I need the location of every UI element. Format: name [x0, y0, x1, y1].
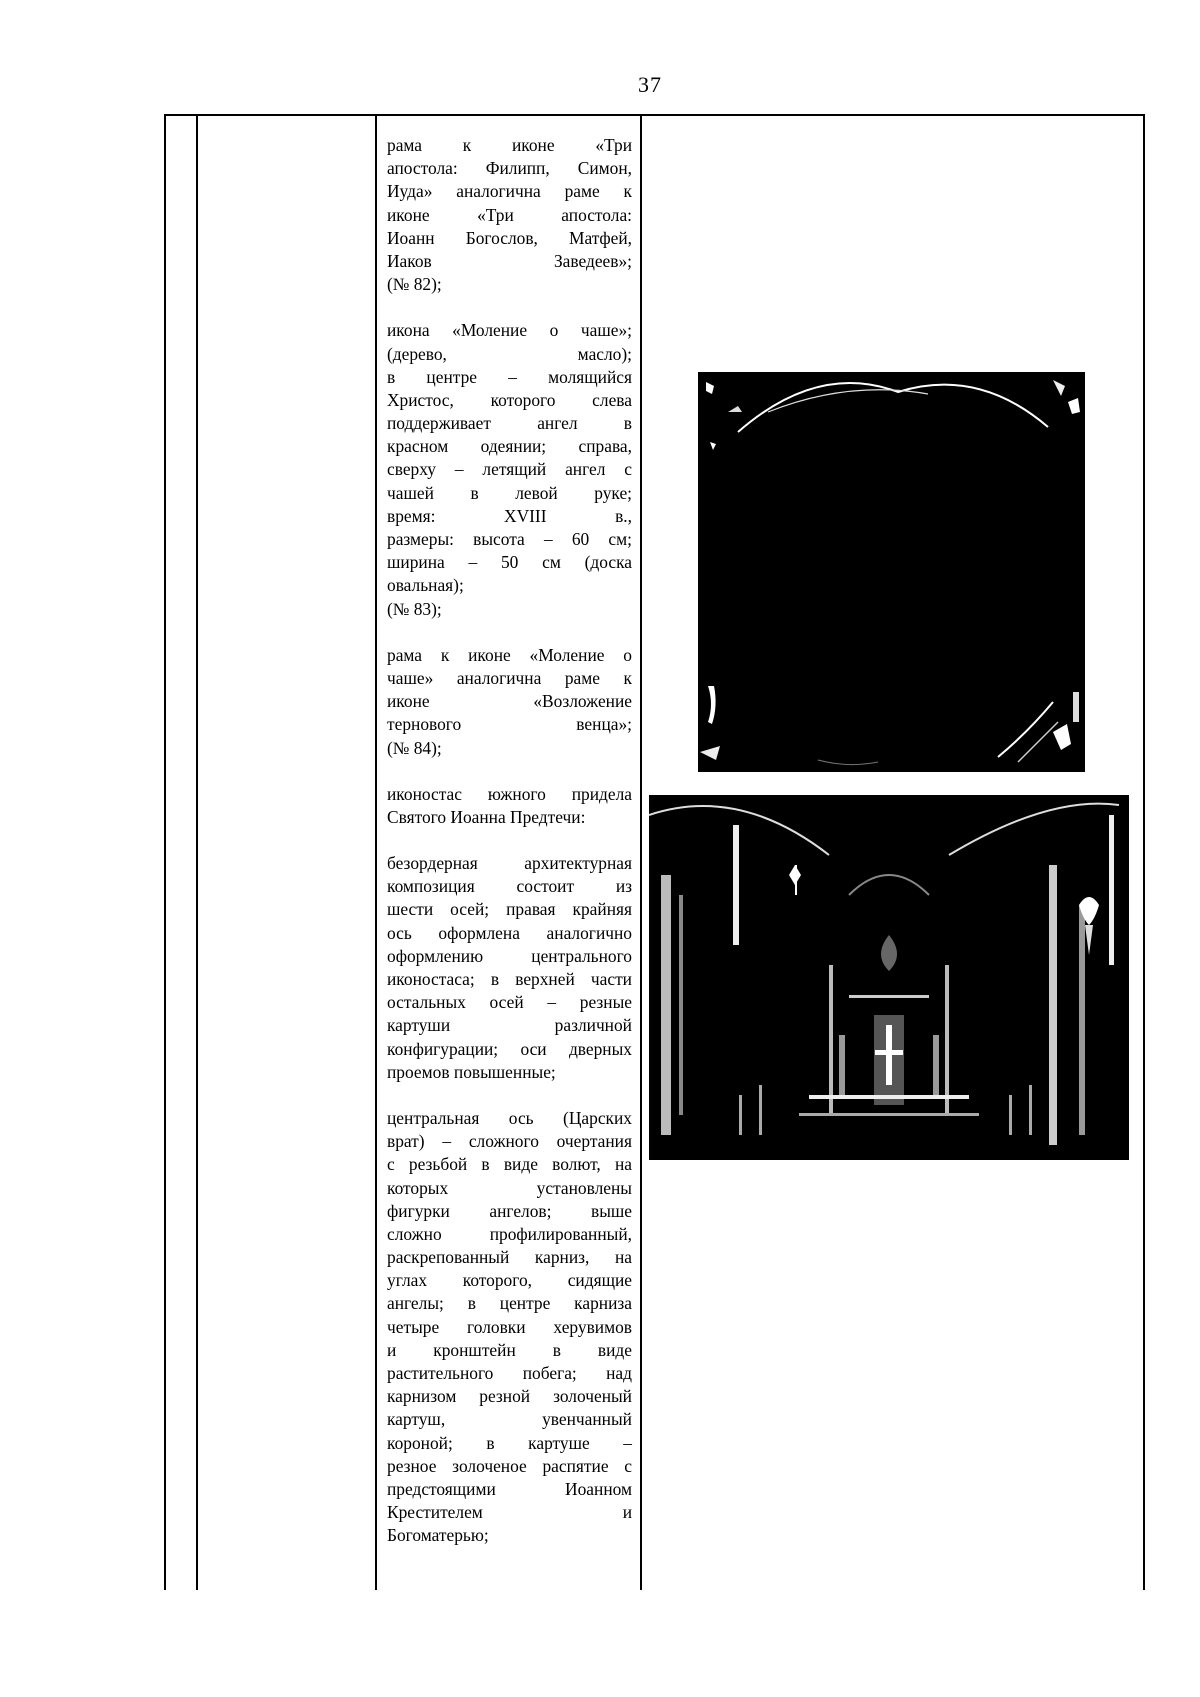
text-line: фигурки ангелов; выше [387, 1200, 632, 1221]
text-line: (дерево, масло); [387, 343, 632, 364]
text-line: резное золоченое распятие с [387, 1455, 632, 1476]
description-entry [387, 783, 632, 829]
text-line: (№ 83); [387, 598, 442, 619]
text-line: (№ 82); [387, 274, 442, 295]
text-line: врат) – сложного очертания [387, 1131, 632, 1152]
text-line: рама к иконе «Моление о [387, 644, 632, 665]
text-line: сложно профилированный, [387, 1223, 632, 1244]
description-entry [387, 644, 632, 760]
table-col-border-3 [375, 114, 377, 1590]
text-line: ширина – 50 см (доска [387, 552, 632, 573]
text-line: рама к иконе «Три [387, 135, 632, 155]
text-line: углах которого, сидящие [387, 1270, 632, 1291]
text-line: красном одеянии; справа, [387, 436, 632, 457]
page-number: 37 [638, 72, 662, 97]
text-line: раскрепованный карниз, на [387, 1247, 632, 1268]
description-entry [387, 1107, 632, 1548]
text-line: Богоматерью; [387, 1525, 489, 1546]
text-line: в центре – молящийся [387, 366, 632, 387]
text-line: иконе «Три апостола: [387, 204, 632, 225]
text-line: овальная); [387, 575, 464, 596]
text-line: остальных осей – резные [387, 992, 632, 1013]
table-col-border-5 [1143, 114, 1145, 1590]
description-entry [387, 319, 632, 620]
description-entry [387, 134, 632, 296]
text-line: апостола: Филипп, Симон, [387, 158, 632, 179]
text-line: безордерная архитектурная [387, 853, 632, 874]
text-line: с резьбой в виде волют, на [387, 1154, 632, 1175]
text-line: иконостас южного придела [387, 783, 632, 804]
table-top-border [164, 114, 1144, 116]
text-line: картуши различной [387, 1015, 632, 1036]
text-line: оформлению центрального [387, 945, 632, 966]
text-line: которых установлены [387, 1177, 632, 1198]
text-line: карнизом резной золоченый [387, 1386, 632, 1407]
text-line: Иуда» аналогична раме к [387, 181, 632, 202]
text-line: центральная ось (Царских [387, 1107, 632, 1128]
text-line: шести осей; правая крайняя [387, 899, 632, 920]
text-line: четыре головки херувимов [387, 1316, 632, 1337]
text-line: икона «Моление о чаше»; [387, 320, 632, 341]
text-line: Иоанн Богослов, Матфей, [387, 227, 632, 248]
text-line: Святого Иоанна Предтечи: [387, 806, 586, 827]
text-line: Христос, которого слева [387, 389, 632, 410]
text-line: иконе «Возложение [387, 691, 632, 712]
text-line: ось оформлена аналогично [387, 922, 632, 943]
text-line: предстоящими Иоанном [387, 1478, 632, 1499]
text-line: ангелы; в центре карниза [387, 1293, 632, 1314]
text-line: (№ 84); [387, 737, 442, 758]
text-line: сверху – летящий ангел с [387, 459, 632, 480]
text-line: растительного побега; над [387, 1363, 632, 1383]
text-line: Иаков Заведеев»; [387, 250, 632, 271]
text-line: время: XVIII в., [387, 505, 632, 526]
text-line: размеры: высота – 60 см; [387, 529, 632, 549]
text-line: чашей в левой руке; [387, 482, 632, 503]
text-line: иконостаса; в верхней части [387, 969, 632, 989]
description-entry [387, 852, 632, 1084]
iconostasis-photo [649, 795, 1129, 1160]
text-line: поддерживает ангел в [387, 413, 632, 434]
description-column [387, 134, 632, 1571]
text-line: проемов повышенные; [387, 1061, 556, 1082]
text-line: конфигурации; оси дверных [387, 1038, 632, 1059]
text-line: картуш, увенчанный [387, 1409, 632, 1430]
text-line: и кронштейн в виде [387, 1339, 632, 1360]
text-line: тернового венца»; [387, 714, 632, 735]
icon-photo [698, 372, 1085, 772]
table-col-border-4 [640, 114, 642, 1590]
text-line: короной; в картуше – [387, 1432, 632, 1453]
text-line: чаше» аналогична раме к [387, 667, 632, 688]
table-col-border-2 [196, 114, 198, 1590]
text-line: Крестителем и [387, 1502, 632, 1523]
table-col-border-1 [164, 114, 166, 1590]
text-line: композиция состоит из [387, 876, 632, 897]
